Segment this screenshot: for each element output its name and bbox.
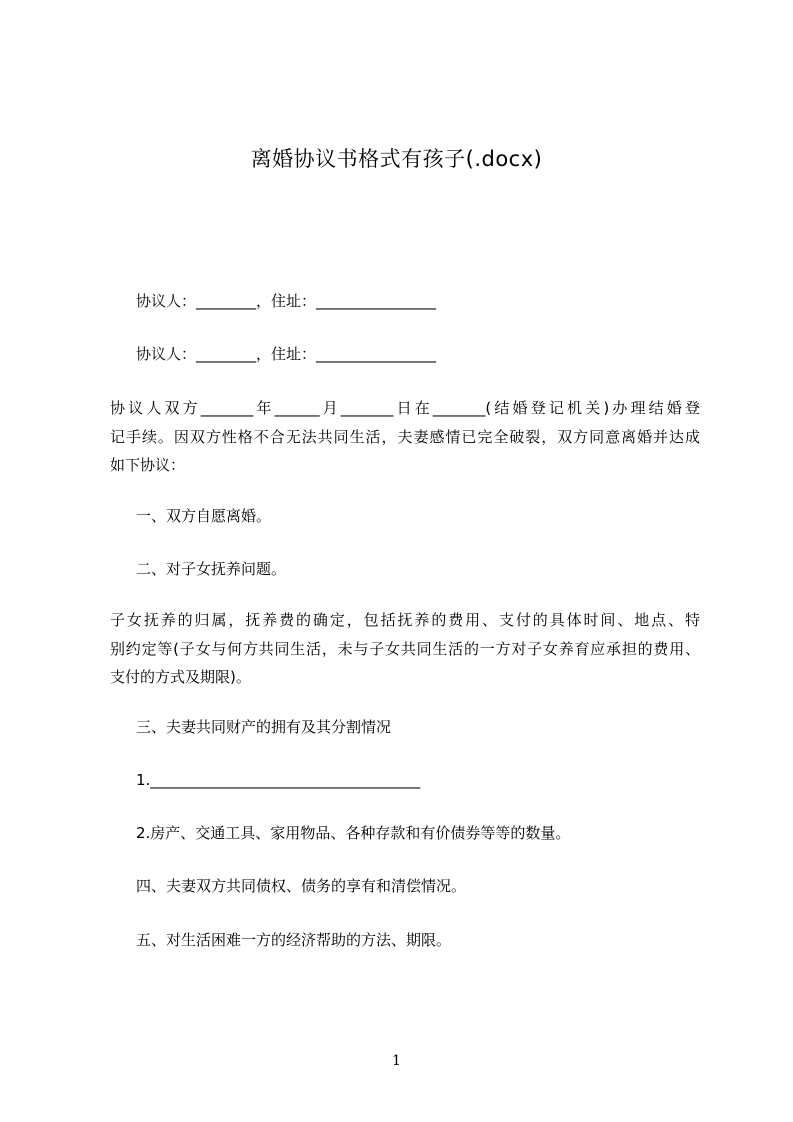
party-line-1: 协议人：________，住址：________________ bbox=[136, 292, 437, 310]
section-3-item-2: 2.房产、交通工具、家用物品、各种存款和有价债券等等的数量。 bbox=[136, 824, 571, 842]
section-2-row-1: 子女抚养的归属，抚养费的确定，包括抚养的费用、支付的具体时间、地点、特 bbox=[110, 611, 700, 629]
party-line-2: 协议人：________，住址：________________ bbox=[136, 345, 437, 363]
intro-row-1: 协议人双方_______年______月_______日在_______(结婚登记机关)办理结婚登 bbox=[110, 399, 700, 417]
section-1-heading: 一、双方自愿离婚。 bbox=[136, 507, 272, 525]
section-3-heading: 三、夫妻共同财产的拥有及其分割情况 bbox=[136, 718, 392, 736]
section-2-row-2: 别约定等(子女与何方共同生活，未与子女共同生活的一方对子女养育应承担的费用、 bbox=[110, 639, 700, 658]
section-5-heading: 五、对生活困难一方的经济帮助的方法、期限。 bbox=[136, 931, 452, 949]
section-2-heading: 二、对子女抚养问题。 bbox=[136, 560, 287, 578]
intro-row-3: 如下协议： bbox=[110, 456, 186, 474]
section-4-heading: 四、夫妻双方共同债权、债务的享有和清偿情况。 bbox=[136, 877, 467, 895]
intro-row-2: 记手续。因双方性格不合无法共同生活，夫妻感情已完全破裂，双方同意离婚并达成 bbox=[110, 427, 700, 446]
intro-paragraph bbox=[110, 394, 700, 480]
section-3-item-1: 1.____________________________________ bbox=[136, 771, 421, 789]
section-2-paragraph bbox=[110, 606, 700, 692]
section-2-row-3: 支付的方式及期限)。 bbox=[110, 668, 251, 686]
page-number: 1 bbox=[392, 1053, 401, 1069]
document-title: 离婚协议书格式有孩子(.docx) bbox=[250, 147, 543, 171]
